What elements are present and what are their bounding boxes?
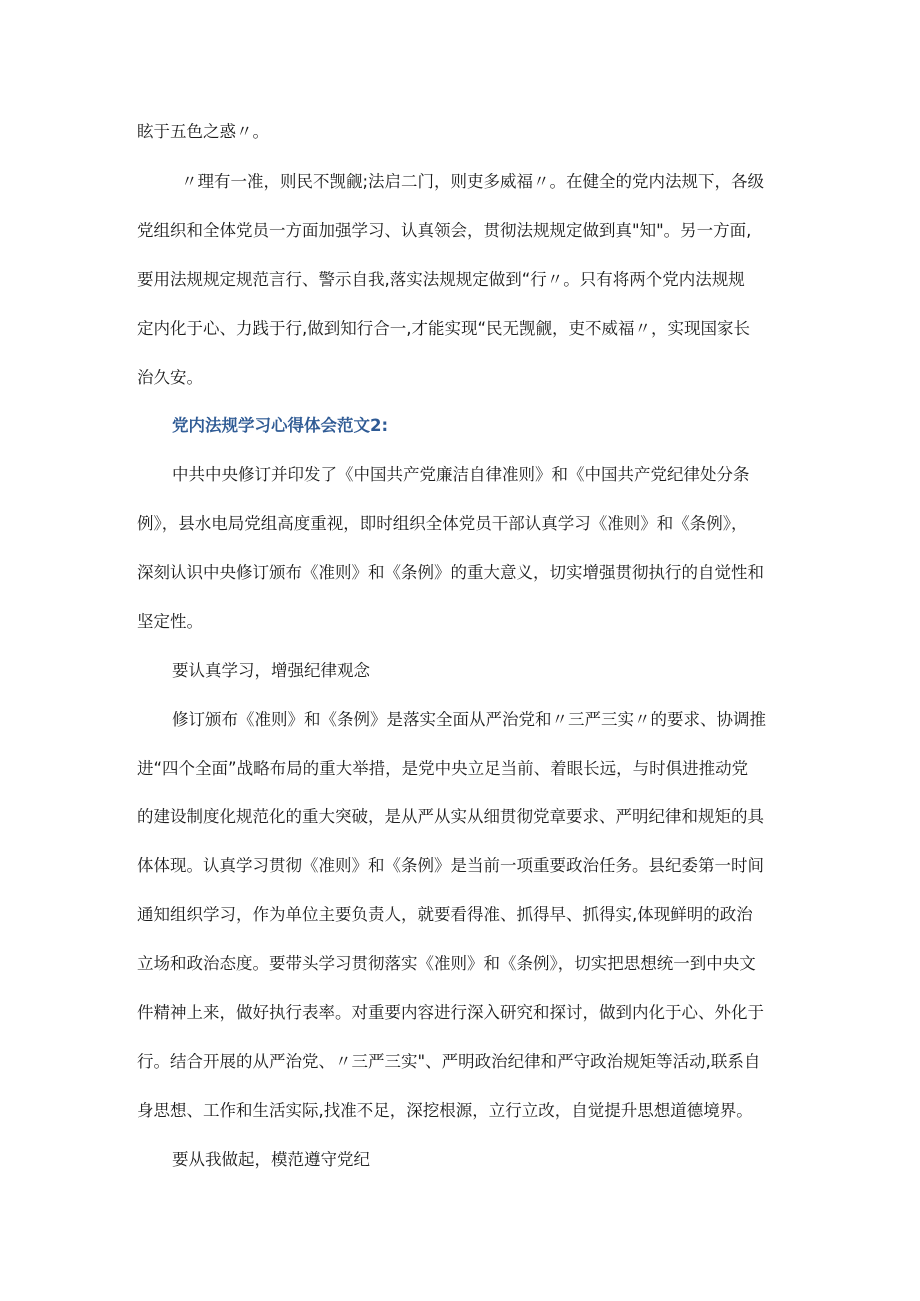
text-line: 要用法规规定规范言行、警示自我,落实法规规定做到“行〃。只有将两个党内法规规 [137, 270, 745, 289]
subsection-heading: 要认真学习，增强纪律观念 [172, 661, 370, 680]
subsection-heading: 要从我做起，模范遵守党纪 [172, 1150, 370, 1169]
text-line: 中共中央修订并印发了《中国共产党廉洁自律准则》和《中国共产党纪律处分条 [172, 465, 750, 484]
text-line: 行。结合开展的从严治党、〃三严三实"、严明政治纪律和严守政治规矩等活动,联系自 [137, 1052, 761, 1071]
text-line: 进“四个全面”战略布局的重大举措，是党中央立足当前、着眼长远，与时俱进推动党 [137, 759, 749, 778]
text-line: 深刻认识中央修订颁布《准则》和《条例》的重大意义，切实增强贯彻执行的自觉性和 [137, 563, 764, 582]
text-line: 党组织和全体党员一方面加强学习、认真领会，贯彻法规规定做到真"知"。另一方面, [137, 221, 752, 240]
text-line: 〃理有一准，则民不觊觎;法启二门，则吏多威福〃。在健全的党内法规下，各级 [181, 172, 765, 191]
text-line: 治久安。 [137, 368, 203, 387]
section-heading: 党内法规学习心得体会范文2: [172, 416, 389, 435]
text-line: 件精神上来，做好执行表率。对重要内容进行深入研究和探讨，做到内化于心、外化于 [137, 1003, 764, 1022]
text-line: 身思想、工作和生活实际,找准不足，深挖根源，立行立改，自觉提升思想道德境界。 [137, 1101, 753, 1120]
text-line: 通知组织学习，作为单位主要负责人，就要看得准、抓得早、抓得实,体现鲜明的政治 [137, 905, 753, 924]
text-line: 立场和政治态度。要带头学习贯彻落实《准则》和《条例》，切实把思想统一到中央文 [137, 954, 756, 973]
text-line: 坚定性。 [137, 612, 203, 631]
text-line: 修订颁布《准则》和《条例》是落实全面从严治党和〃三严三实〃的要求、协调推 [172, 710, 766, 729]
text-line: 的建设制度化规范化的重大突破，是从严从实从细贯彻党章要求、严明纪律和规矩的具 [137, 807, 764, 826]
text-line: 定内化于心、力践于行,做到知行合一,才能实现“民无觊觎，吏不威福〃，实现国家长 [137, 319, 751, 338]
text-line: 体体现。认真学习贯彻《准则》和《条例》是当前一项重要政治任务。县纪委第一时间 [137, 856, 764, 875]
text-line: 例》，县水电局党组高度重视，即时组织全体党员干部认真学习《准则》和《条例》， [137, 514, 748, 533]
text-line: 眩于五色之惑〃。 [137, 122, 269, 141]
